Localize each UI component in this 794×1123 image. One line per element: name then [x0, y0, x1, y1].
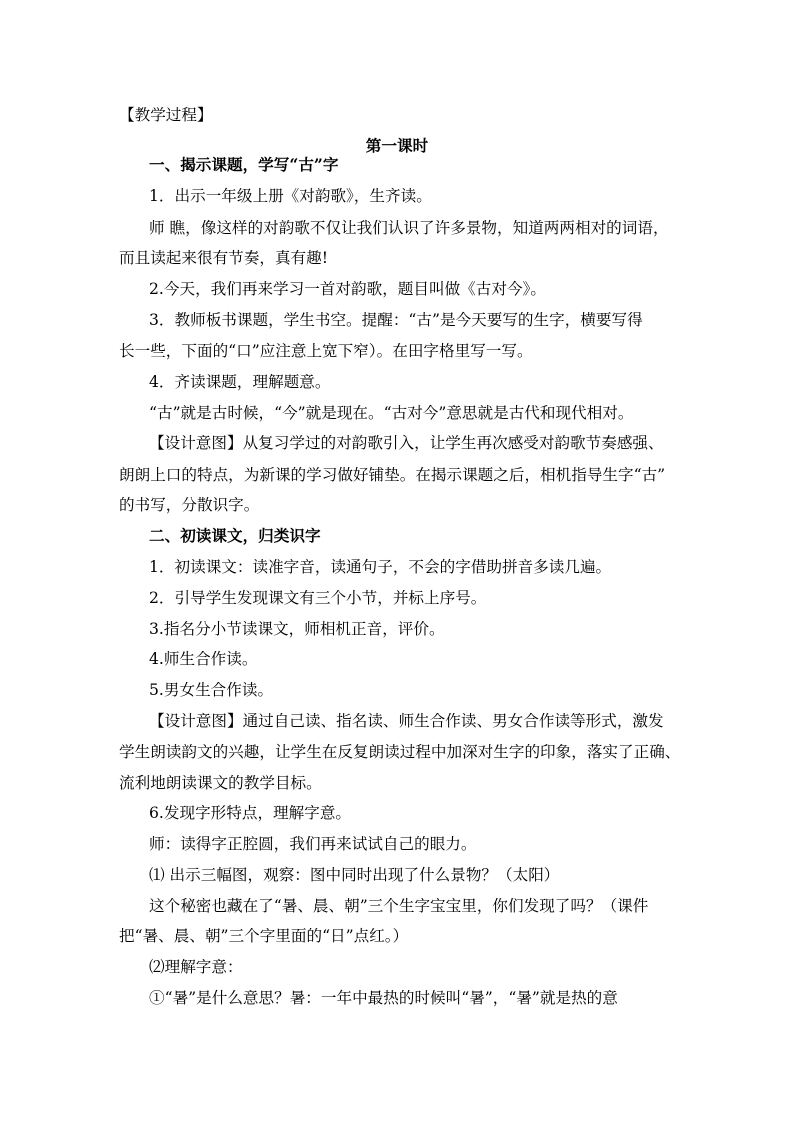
paragraph-line: 2．引导学生发现课文有三个小节，并标上序号。 [149, 589, 487, 607]
paragraph-line: 朗朗上口的特点，为新课的学习做好铺垫。在揭示课题之后，相机指导生字“古” [119, 466, 666, 484]
paragraph-line: 【设计意图】从复习学过的对韵歌引入，让学生再次感受对韵歌节奏感强、 [149, 434, 664, 452]
paragraph-line: ①“暑”是什么意思？暑：一年中最热的时候叫“暑”，“暑”就是热的意 [149, 989, 618, 1007]
paragraph-line: 【设计意图】通过自己读、指名读、师生合作读、男女合作读等形式，激发 [149, 712, 664, 730]
paragraph-line: 3.指名分小节读课文，师相机正音，评价。 [149, 620, 445, 638]
paragraph-line: ⑴ 出示三幅图，观察：图中同时出现了什么景物？（太阳） [149, 866, 560, 884]
section-heading: 二、初读课文，归类识字 [149, 526, 321, 545]
lesson-title: 第一课时 [365, 136, 429, 155]
paragraph-line: 3．教师板书课题，学生书空。提醒：“古”是今天要写的生字，横要写得 [149, 311, 643, 329]
paragraph-line: 6.发现字形特点，理解字意。 [149, 804, 352, 822]
paragraph-line: 把“暑、晨、朝”三个字里面的“日”点红。） [119, 927, 409, 945]
paragraph-line: 师 瞧，像这样的对韵歌不仅让我们认识了许多景物，知道两两相对的词语， [149, 219, 669, 237]
paragraph-line: 学生朗读韵文的兴趣，让学生在反复朗读过程中加深对生字的印象，落实了正确、 [119, 743, 681, 761]
paragraph-line: 5.男女生合作读。 [149, 681, 274, 699]
paragraph-line: 4.师生合作读。 [149, 650, 258, 668]
paragraph-line: 4．齐读课题，理解题意。 [149, 373, 331, 391]
paragraph-line: 师：读得字正腔圆，我们再来试试自己的眼力。 [149, 835, 477, 853]
paragraph-line: 1．出示一年级上册《对韵歌》，生齐读。 [149, 187, 432, 205]
section-header: 【教学过程】 [119, 106, 213, 124]
paragraph-line: 这个秘密也藏在了“暑、晨、朝”三个生字宝宝里，你们发现了吗？（课件 [149, 897, 649, 915]
paragraph-line: ⑵理解字意： [149, 958, 243, 976]
paragraph-line: 1．初读课文：读准字音，读通句子，不会的字借助拼音多读几遍。 [149, 558, 612, 576]
paragraph-line: 2.今天，我们再来学习一首对韵歌，题目叫做《古对今》。 [149, 280, 546, 298]
paragraph-line: 的书写，分散识字。 [119, 496, 260, 514]
paragraph-line: 长一些，下面的“口”应注意上宽下窄）。在田字格里写一写。 [119, 342, 533, 360]
paragraph-line: “古”就是古时候，“今”就是现在。“古对今”意思就是古代和现代相对。 [149, 404, 634, 422]
paragraph-line: 而且读起来很有节奏，真有趣! [119, 249, 328, 267]
section-heading: 一、揭示课题，学写“古”字 [149, 155, 339, 174]
paragraph-line: 流利地朗读课文的教学目标。 [119, 774, 322, 792]
